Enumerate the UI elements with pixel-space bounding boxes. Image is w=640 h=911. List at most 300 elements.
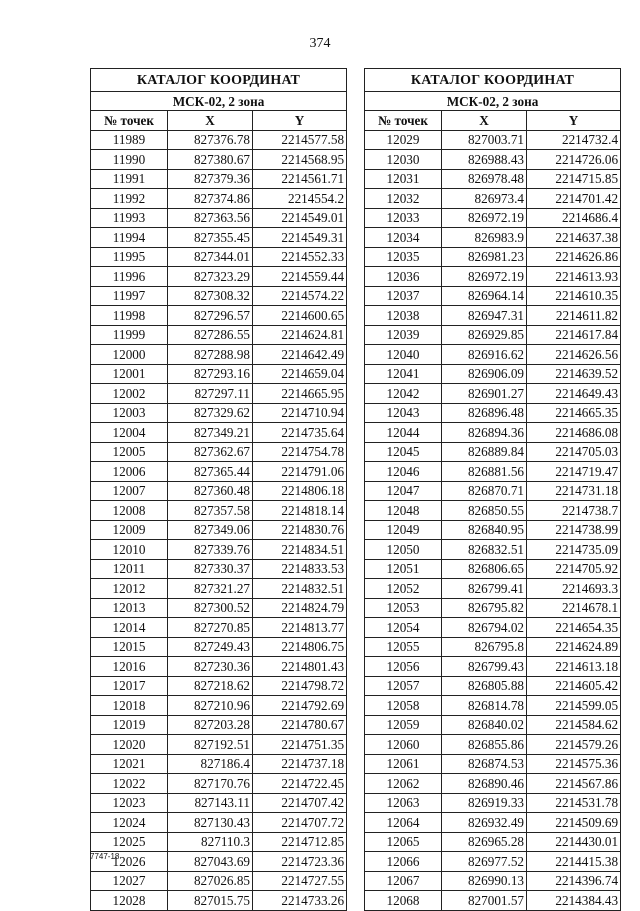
x-coordinate-cell: 827249.43 bbox=[168, 637, 253, 657]
point-number-cell: 12001 bbox=[91, 364, 168, 384]
x-coordinate-cell: 826906.09 bbox=[442, 364, 527, 384]
table-row bbox=[365, 306, 621, 326]
y-coordinate-cell: 2214549.01 bbox=[253, 208, 347, 228]
table-row bbox=[91, 676, 347, 696]
x-coordinate-cell: 826894.36 bbox=[442, 423, 527, 443]
y-coordinate-cell: 2214637.38 bbox=[527, 228, 621, 248]
table-row bbox=[365, 696, 621, 716]
x-coordinate-cell: 826972.19 bbox=[442, 208, 527, 228]
table-row bbox=[91, 228, 347, 248]
y-coordinate-cell: 2214549.31 bbox=[253, 228, 347, 248]
y-coordinate-cell: 2214830.76 bbox=[253, 520, 347, 540]
point-number-cell: 11991 bbox=[91, 169, 168, 189]
y-coordinate-cell: 2214610.35 bbox=[527, 286, 621, 306]
point-number-cell: 12025 bbox=[91, 832, 168, 852]
x-coordinate-cell: 827330.37 bbox=[168, 559, 253, 579]
point-number-cell: 12019 bbox=[91, 715, 168, 735]
y-coordinate-cell: 2214738.7 bbox=[527, 501, 621, 521]
point-number-cell: 11997 bbox=[91, 286, 168, 306]
x-coordinate-cell: 827360.48 bbox=[168, 481, 253, 501]
table-row bbox=[91, 540, 347, 560]
y-coordinate-cell: 2214712.85 bbox=[253, 832, 347, 852]
y-coordinate-cell: 2214738.99 bbox=[527, 520, 621, 540]
point-number-cell: 12026 bbox=[91, 852, 168, 872]
point-number-cell: 11994 bbox=[91, 228, 168, 248]
point-number-cell: 12032 bbox=[365, 189, 442, 209]
y-coordinate-cell: 2214723.36 bbox=[253, 852, 347, 872]
table-row bbox=[365, 345, 621, 365]
x-coordinate-cell: 827349.21 bbox=[168, 423, 253, 443]
y-coordinate-cell: 2214834.51 bbox=[253, 540, 347, 560]
point-number-cell: 12016 bbox=[91, 657, 168, 677]
x-coordinate-cell: 826981.23 bbox=[442, 247, 527, 267]
point-number-cell: 12068 bbox=[365, 891, 442, 911]
x-coordinate-cell: 827296.57 bbox=[168, 306, 253, 326]
x-coordinate-cell: 826947.31 bbox=[442, 306, 527, 326]
point-number-cell: 12060 bbox=[365, 735, 442, 755]
table-row bbox=[91, 169, 347, 189]
y-coordinate-cell: 2214611.82 bbox=[527, 306, 621, 326]
point-number-cell: 12030 bbox=[365, 150, 442, 170]
point-number-cell: 12059 bbox=[365, 715, 442, 735]
coordinate-catalog-table-right bbox=[364, 68, 621, 911]
x-coordinate-cell: 827003.71 bbox=[442, 130, 527, 150]
y-coordinate-cell: 2214617.84 bbox=[527, 325, 621, 345]
y-coordinate-cell: 2214722.45 bbox=[253, 774, 347, 794]
x-coordinate-cell: 826901.27 bbox=[442, 384, 527, 404]
x-coordinate-cell: 827329.62 bbox=[168, 403, 253, 423]
x-coordinate-cell: 827130.43 bbox=[168, 813, 253, 833]
y-coordinate-cell: 2214686.08 bbox=[527, 423, 621, 443]
table-row bbox=[365, 832, 621, 852]
point-number-cell: 12054 bbox=[365, 618, 442, 638]
x-coordinate-cell: 826916.62 bbox=[442, 345, 527, 365]
point-number-cell: 12005 bbox=[91, 442, 168, 462]
table-row bbox=[365, 852, 621, 872]
x-coordinate-cell: 827323.29 bbox=[168, 267, 253, 287]
table-row bbox=[91, 403, 347, 423]
point-number-cell: 12064 bbox=[365, 813, 442, 833]
table-row bbox=[91, 384, 347, 404]
table-row bbox=[91, 345, 347, 365]
point-number-cell: 12015 bbox=[91, 637, 168, 657]
point-number-cell: 12031 bbox=[365, 169, 442, 189]
point-number-cell: 12057 bbox=[365, 676, 442, 696]
column-header-x: X bbox=[442, 111, 527, 131]
y-coordinate-cell: 2214818.14 bbox=[253, 501, 347, 521]
y-coordinate-cell: 2214579.26 bbox=[527, 735, 621, 755]
y-coordinate-cell: 2214599.05 bbox=[527, 696, 621, 716]
x-coordinate-cell: 827203.28 bbox=[168, 715, 253, 735]
y-coordinate-cell: 2214649.43 bbox=[527, 384, 621, 404]
y-coordinate-cell: 2214577.58 bbox=[253, 130, 347, 150]
y-coordinate-cell: 2214705.03 bbox=[527, 442, 621, 462]
table-row bbox=[91, 637, 347, 657]
point-number-cell: 11992 bbox=[91, 189, 168, 209]
table-row bbox=[365, 169, 621, 189]
point-number-cell: 12040 bbox=[365, 345, 442, 365]
x-coordinate-cell: 827288.98 bbox=[168, 345, 253, 365]
table-row bbox=[365, 891, 621, 911]
x-coordinate-cell: 826795.82 bbox=[442, 598, 527, 618]
table-row bbox=[365, 754, 621, 774]
x-coordinate-cell: 826988.43 bbox=[442, 150, 527, 170]
point-number-cell: 12049 bbox=[365, 520, 442, 540]
y-coordinate-cell: 2214735.09 bbox=[527, 540, 621, 560]
catalog-title: КАТАЛОГ КООРДИНАТ bbox=[91, 69, 347, 92]
page-number: 374 bbox=[309, 36, 331, 51]
x-coordinate-cell: 826806.65 bbox=[442, 559, 527, 579]
table-row bbox=[91, 130, 347, 150]
point-number-cell: 12020 bbox=[91, 735, 168, 755]
column-header-point-number: № точек bbox=[91, 111, 168, 131]
table-row bbox=[365, 384, 621, 404]
table-row bbox=[365, 774, 621, 794]
document-code: 7747-18 bbox=[90, 852, 120, 861]
x-coordinate-cell: 827376.78 bbox=[168, 130, 253, 150]
y-coordinate-cell: 2214626.86 bbox=[527, 247, 621, 267]
y-coordinate-cell: 2214600.65 bbox=[253, 306, 347, 326]
table-row bbox=[91, 462, 347, 482]
y-coordinate-cell: 2214642.49 bbox=[253, 345, 347, 365]
y-coordinate-cell: 2214686.4 bbox=[527, 208, 621, 228]
table-row bbox=[365, 598, 621, 618]
coordinate-system-zone: МСК-02, 2 зона bbox=[365, 92, 621, 111]
y-coordinate-cell: 2214726.06 bbox=[527, 150, 621, 170]
coordinate-system-zone: МСК-02, 2 зона bbox=[91, 92, 347, 111]
y-coordinate-cell: 2214665.35 bbox=[527, 403, 621, 423]
x-coordinate-cell: 827110.3 bbox=[168, 832, 253, 852]
table-row bbox=[365, 540, 621, 560]
x-coordinate-cell: 826794.02 bbox=[442, 618, 527, 638]
point-number-cell: 11998 bbox=[91, 306, 168, 326]
y-coordinate-cell: 2214832.51 bbox=[253, 579, 347, 599]
y-coordinate-cell: 2214624.81 bbox=[253, 325, 347, 345]
point-number-cell: 12022 bbox=[91, 774, 168, 794]
y-coordinate-cell: 2214731.18 bbox=[527, 481, 621, 501]
x-coordinate-cell: 826990.13 bbox=[442, 871, 527, 891]
point-number-cell: 12055 bbox=[365, 637, 442, 657]
point-number-cell: 12037 bbox=[365, 286, 442, 306]
x-coordinate-cell: 827308.32 bbox=[168, 286, 253, 306]
table-row bbox=[91, 150, 347, 170]
x-coordinate-cell: 827218.62 bbox=[168, 676, 253, 696]
x-coordinate-cell: 826929.85 bbox=[442, 325, 527, 345]
x-coordinate-cell: 826795.8 bbox=[442, 637, 527, 657]
point-number-cell: 12006 bbox=[91, 462, 168, 482]
table-row bbox=[365, 735, 621, 755]
y-coordinate-cell: 2214568.95 bbox=[253, 150, 347, 170]
x-coordinate-cell: 827339.76 bbox=[168, 540, 253, 560]
point-number-cell: 12000 bbox=[91, 345, 168, 365]
table-row bbox=[365, 442, 621, 462]
point-number-cell: 12013 bbox=[91, 598, 168, 618]
x-coordinate-cell: 826889.84 bbox=[442, 442, 527, 462]
y-coordinate-cell: 2214792.69 bbox=[253, 696, 347, 716]
x-coordinate-cell: 827043.69 bbox=[168, 852, 253, 872]
point-number-cell: 12008 bbox=[91, 501, 168, 521]
point-number-cell: 12058 bbox=[365, 696, 442, 716]
point-number-cell: 12018 bbox=[91, 696, 168, 716]
table-row bbox=[91, 423, 347, 443]
table-row bbox=[365, 559, 621, 579]
table-row bbox=[91, 208, 347, 228]
point-number-cell: 11993 bbox=[91, 208, 168, 228]
x-coordinate-cell: 826805.88 bbox=[442, 676, 527, 696]
x-coordinate-cell: 827380.67 bbox=[168, 150, 253, 170]
column-header-x: X bbox=[168, 111, 253, 131]
point-number-cell: 11999 bbox=[91, 325, 168, 345]
point-number-cell: 12041 bbox=[365, 364, 442, 384]
table-row bbox=[365, 793, 621, 813]
point-number-cell: 12056 bbox=[365, 657, 442, 677]
table-row bbox=[365, 364, 621, 384]
y-coordinate-cell: 2214554.2 bbox=[253, 189, 347, 209]
point-number-cell: 12062 bbox=[365, 774, 442, 794]
table-row bbox=[365, 189, 621, 209]
y-coordinate-cell: 2214715.85 bbox=[527, 169, 621, 189]
table-row bbox=[91, 325, 347, 345]
y-coordinate-cell: 2214737.18 bbox=[253, 754, 347, 774]
table-row bbox=[91, 520, 347, 540]
x-coordinate-cell: 826850.55 bbox=[442, 501, 527, 521]
point-number-cell: 12014 bbox=[91, 618, 168, 638]
point-number-cell: 12027 bbox=[91, 871, 168, 891]
y-coordinate-cell: 2214701.42 bbox=[527, 189, 621, 209]
y-coordinate-cell: 2214751.35 bbox=[253, 735, 347, 755]
table-row bbox=[365, 813, 621, 833]
y-coordinate-cell: 2214584.62 bbox=[527, 715, 621, 735]
y-coordinate-cell: 2214732.4 bbox=[527, 130, 621, 150]
y-coordinate-cell: 2214707.72 bbox=[253, 813, 347, 833]
x-coordinate-cell: 826932.49 bbox=[442, 813, 527, 833]
table-row bbox=[91, 559, 347, 579]
x-coordinate-cell: 827170.76 bbox=[168, 774, 253, 794]
x-coordinate-cell: 827297.11 bbox=[168, 384, 253, 404]
y-coordinate-cell: 2214509.69 bbox=[527, 813, 621, 833]
x-coordinate-cell: 826874.53 bbox=[442, 754, 527, 774]
x-coordinate-cell: 826855.86 bbox=[442, 735, 527, 755]
table-row bbox=[91, 306, 347, 326]
x-coordinate-cell: 827365.44 bbox=[168, 462, 253, 482]
point-number-cell: 12044 bbox=[365, 423, 442, 443]
table-row bbox=[365, 228, 621, 248]
point-number-cell: 12038 bbox=[365, 306, 442, 326]
y-coordinate-cell: 2214659.04 bbox=[253, 364, 347, 384]
y-coordinate-cell: 2214605.42 bbox=[527, 676, 621, 696]
table-row bbox=[91, 696, 347, 716]
y-coordinate-cell: 2214710.94 bbox=[253, 403, 347, 423]
point-number-cell: 12033 bbox=[365, 208, 442, 228]
x-coordinate-cell: 827379.36 bbox=[168, 169, 253, 189]
table-row bbox=[91, 832, 347, 852]
x-coordinate-cell: 826973.4 bbox=[442, 189, 527, 209]
point-number-cell: 12061 bbox=[365, 754, 442, 774]
x-coordinate-cell: 827357.58 bbox=[168, 501, 253, 521]
x-coordinate-cell: 827355.45 bbox=[168, 228, 253, 248]
x-coordinate-cell: 826919.33 bbox=[442, 793, 527, 813]
table-row bbox=[365, 618, 621, 638]
point-number-cell: 12029 bbox=[365, 130, 442, 150]
y-coordinate-cell: 2214833.53 bbox=[253, 559, 347, 579]
table-row bbox=[91, 286, 347, 306]
y-coordinate-cell: 2214654.35 bbox=[527, 618, 621, 638]
point-number-cell: 12002 bbox=[91, 384, 168, 404]
table-row bbox=[91, 598, 347, 618]
x-coordinate-cell: 826964.14 bbox=[442, 286, 527, 306]
point-number-cell: 11996 bbox=[91, 267, 168, 287]
point-number-cell: 12035 bbox=[365, 247, 442, 267]
table-row bbox=[365, 579, 621, 599]
column-header-point-number: № точек bbox=[365, 111, 442, 131]
table-row bbox=[91, 501, 347, 521]
y-coordinate-cell: 2214626.56 bbox=[527, 345, 621, 365]
table-row bbox=[91, 852, 347, 872]
y-coordinate-cell: 2214727.55 bbox=[253, 871, 347, 891]
table-row bbox=[365, 150, 621, 170]
y-coordinate-cell: 2214567.86 bbox=[527, 774, 621, 794]
point-number-cell: 12039 bbox=[365, 325, 442, 345]
y-coordinate-cell: 2214754.78 bbox=[253, 442, 347, 462]
table-row bbox=[365, 325, 621, 345]
x-coordinate-cell: 826972.19 bbox=[442, 267, 527, 287]
point-number-cell: 12012 bbox=[91, 579, 168, 599]
point-number-cell: 12045 bbox=[365, 442, 442, 462]
y-coordinate-cell: 2214780.67 bbox=[253, 715, 347, 735]
y-coordinate-cell: 2214693.3 bbox=[527, 579, 621, 599]
table-row bbox=[91, 618, 347, 638]
y-coordinate-cell: 2214552.33 bbox=[253, 247, 347, 267]
x-coordinate-cell: 826840.02 bbox=[442, 715, 527, 735]
table-row bbox=[365, 481, 621, 501]
point-number-cell: 11995 bbox=[91, 247, 168, 267]
x-coordinate-cell: 826799.41 bbox=[442, 579, 527, 599]
table-row bbox=[365, 501, 621, 521]
y-coordinate-cell: 2214678.1 bbox=[527, 598, 621, 618]
y-coordinate-cell: 2214559.44 bbox=[253, 267, 347, 287]
x-coordinate-cell: 826978.48 bbox=[442, 169, 527, 189]
point-number-cell: 12043 bbox=[365, 403, 442, 423]
point-number-cell: 12036 bbox=[365, 267, 442, 287]
table-body bbox=[365, 130, 621, 910]
x-coordinate-cell: 826977.52 bbox=[442, 852, 527, 872]
x-coordinate-cell: 827186.4 bbox=[168, 754, 253, 774]
x-coordinate-cell: 827362.67 bbox=[168, 442, 253, 462]
point-number-cell: 12017 bbox=[91, 676, 168, 696]
coordinate-catalog-table-left bbox=[90, 68, 347, 911]
table-row bbox=[91, 364, 347, 384]
table-row bbox=[365, 871, 621, 891]
point-number-cell: 12042 bbox=[365, 384, 442, 404]
y-coordinate-cell: 2214733.26 bbox=[253, 891, 347, 911]
table-row bbox=[365, 247, 621, 267]
table-row bbox=[365, 208, 621, 228]
y-coordinate-cell: 2214791.06 bbox=[253, 462, 347, 482]
x-coordinate-cell: 826983.9 bbox=[442, 228, 527, 248]
point-number-cell: 12051 bbox=[365, 559, 442, 579]
point-number-cell: 12010 bbox=[91, 540, 168, 560]
table-row bbox=[91, 774, 347, 794]
column-header-y: Y bbox=[527, 111, 621, 131]
x-coordinate-cell: 827001.57 bbox=[442, 891, 527, 911]
y-coordinate-cell: 2214396.74 bbox=[527, 871, 621, 891]
x-coordinate-cell: 826814.78 bbox=[442, 696, 527, 716]
point-number-cell: 12023 bbox=[91, 793, 168, 813]
table-row bbox=[365, 676, 621, 696]
table-row bbox=[91, 247, 347, 267]
y-coordinate-cell: 2214639.52 bbox=[527, 364, 621, 384]
table-row bbox=[91, 442, 347, 462]
table-row bbox=[365, 423, 621, 443]
point-number-cell: 12048 bbox=[365, 501, 442, 521]
x-coordinate-cell: 827374.86 bbox=[168, 189, 253, 209]
point-number-cell: 12003 bbox=[91, 403, 168, 423]
table-row bbox=[91, 189, 347, 209]
table-row bbox=[365, 657, 621, 677]
y-coordinate-cell: 2214705.92 bbox=[527, 559, 621, 579]
point-number-cell: 12004 bbox=[91, 423, 168, 443]
x-coordinate-cell: 827230.36 bbox=[168, 657, 253, 677]
x-coordinate-cell: 827349.06 bbox=[168, 520, 253, 540]
x-coordinate-cell: 827143.11 bbox=[168, 793, 253, 813]
point-number-cell: 12007 bbox=[91, 481, 168, 501]
x-coordinate-cell: 827210.96 bbox=[168, 696, 253, 716]
table-row bbox=[91, 715, 347, 735]
table-row bbox=[365, 267, 621, 287]
point-number-cell: 11990 bbox=[91, 150, 168, 170]
point-number-cell: 12066 bbox=[365, 852, 442, 872]
point-number-cell: 12053 bbox=[365, 598, 442, 618]
point-number-cell: 12009 bbox=[91, 520, 168, 540]
table-body bbox=[91, 130, 347, 910]
point-number-cell: 12052 bbox=[365, 579, 442, 599]
point-number-cell: 12034 bbox=[365, 228, 442, 248]
y-coordinate-cell: 2214798.72 bbox=[253, 676, 347, 696]
y-coordinate-cell: 2214624.89 bbox=[527, 637, 621, 657]
x-coordinate-cell: 827293.16 bbox=[168, 364, 253, 384]
x-coordinate-cell: 826799.43 bbox=[442, 657, 527, 677]
table-row bbox=[91, 871, 347, 891]
table-row bbox=[365, 520, 621, 540]
y-coordinate-cell: 2214613.93 bbox=[527, 267, 621, 287]
column-header-y: Y bbox=[253, 111, 347, 131]
y-coordinate-cell: 2214415.38 bbox=[527, 852, 621, 872]
table-row bbox=[91, 754, 347, 774]
table-row bbox=[91, 481, 347, 501]
point-number-cell: 12050 bbox=[365, 540, 442, 560]
table-row bbox=[91, 891, 347, 911]
y-coordinate-cell: 2214735.64 bbox=[253, 423, 347, 443]
table-row bbox=[365, 462, 621, 482]
y-coordinate-cell: 2214613.18 bbox=[527, 657, 621, 677]
point-number-cell: 12067 bbox=[365, 871, 442, 891]
x-coordinate-cell: 827270.85 bbox=[168, 618, 253, 638]
table-row bbox=[91, 735, 347, 755]
y-coordinate-cell: 2214824.79 bbox=[253, 598, 347, 618]
table-row bbox=[365, 130, 621, 150]
x-coordinate-cell: 826890.46 bbox=[442, 774, 527, 794]
table-row bbox=[365, 637, 621, 657]
point-number-cell: 12065 bbox=[365, 832, 442, 852]
point-number-cell: 12021 bbox=[91, 754, 168, 774]
x-coordinate-cell: 826840.95 bbox=[442, 520, 527, 540]
x-coordinate-cell: 827015.75 bbox=[168, 891, 253, 911]
y-coordinate-cell: 2214531.78 bbox=[527, 793, 621, 813]
y-coordinate-cell: 2214813.77 bbox=[253, 618, 347, 638]
x-coordinate-cell: 827286.55 bbox=[168, 325, 253, 345]
y-coordinate-cell: 2214806.18 bbox=[253, 481, 347, 501]
y-coordinate-cell: 2214574.22 bbox=[253, 286, 347, 306]
